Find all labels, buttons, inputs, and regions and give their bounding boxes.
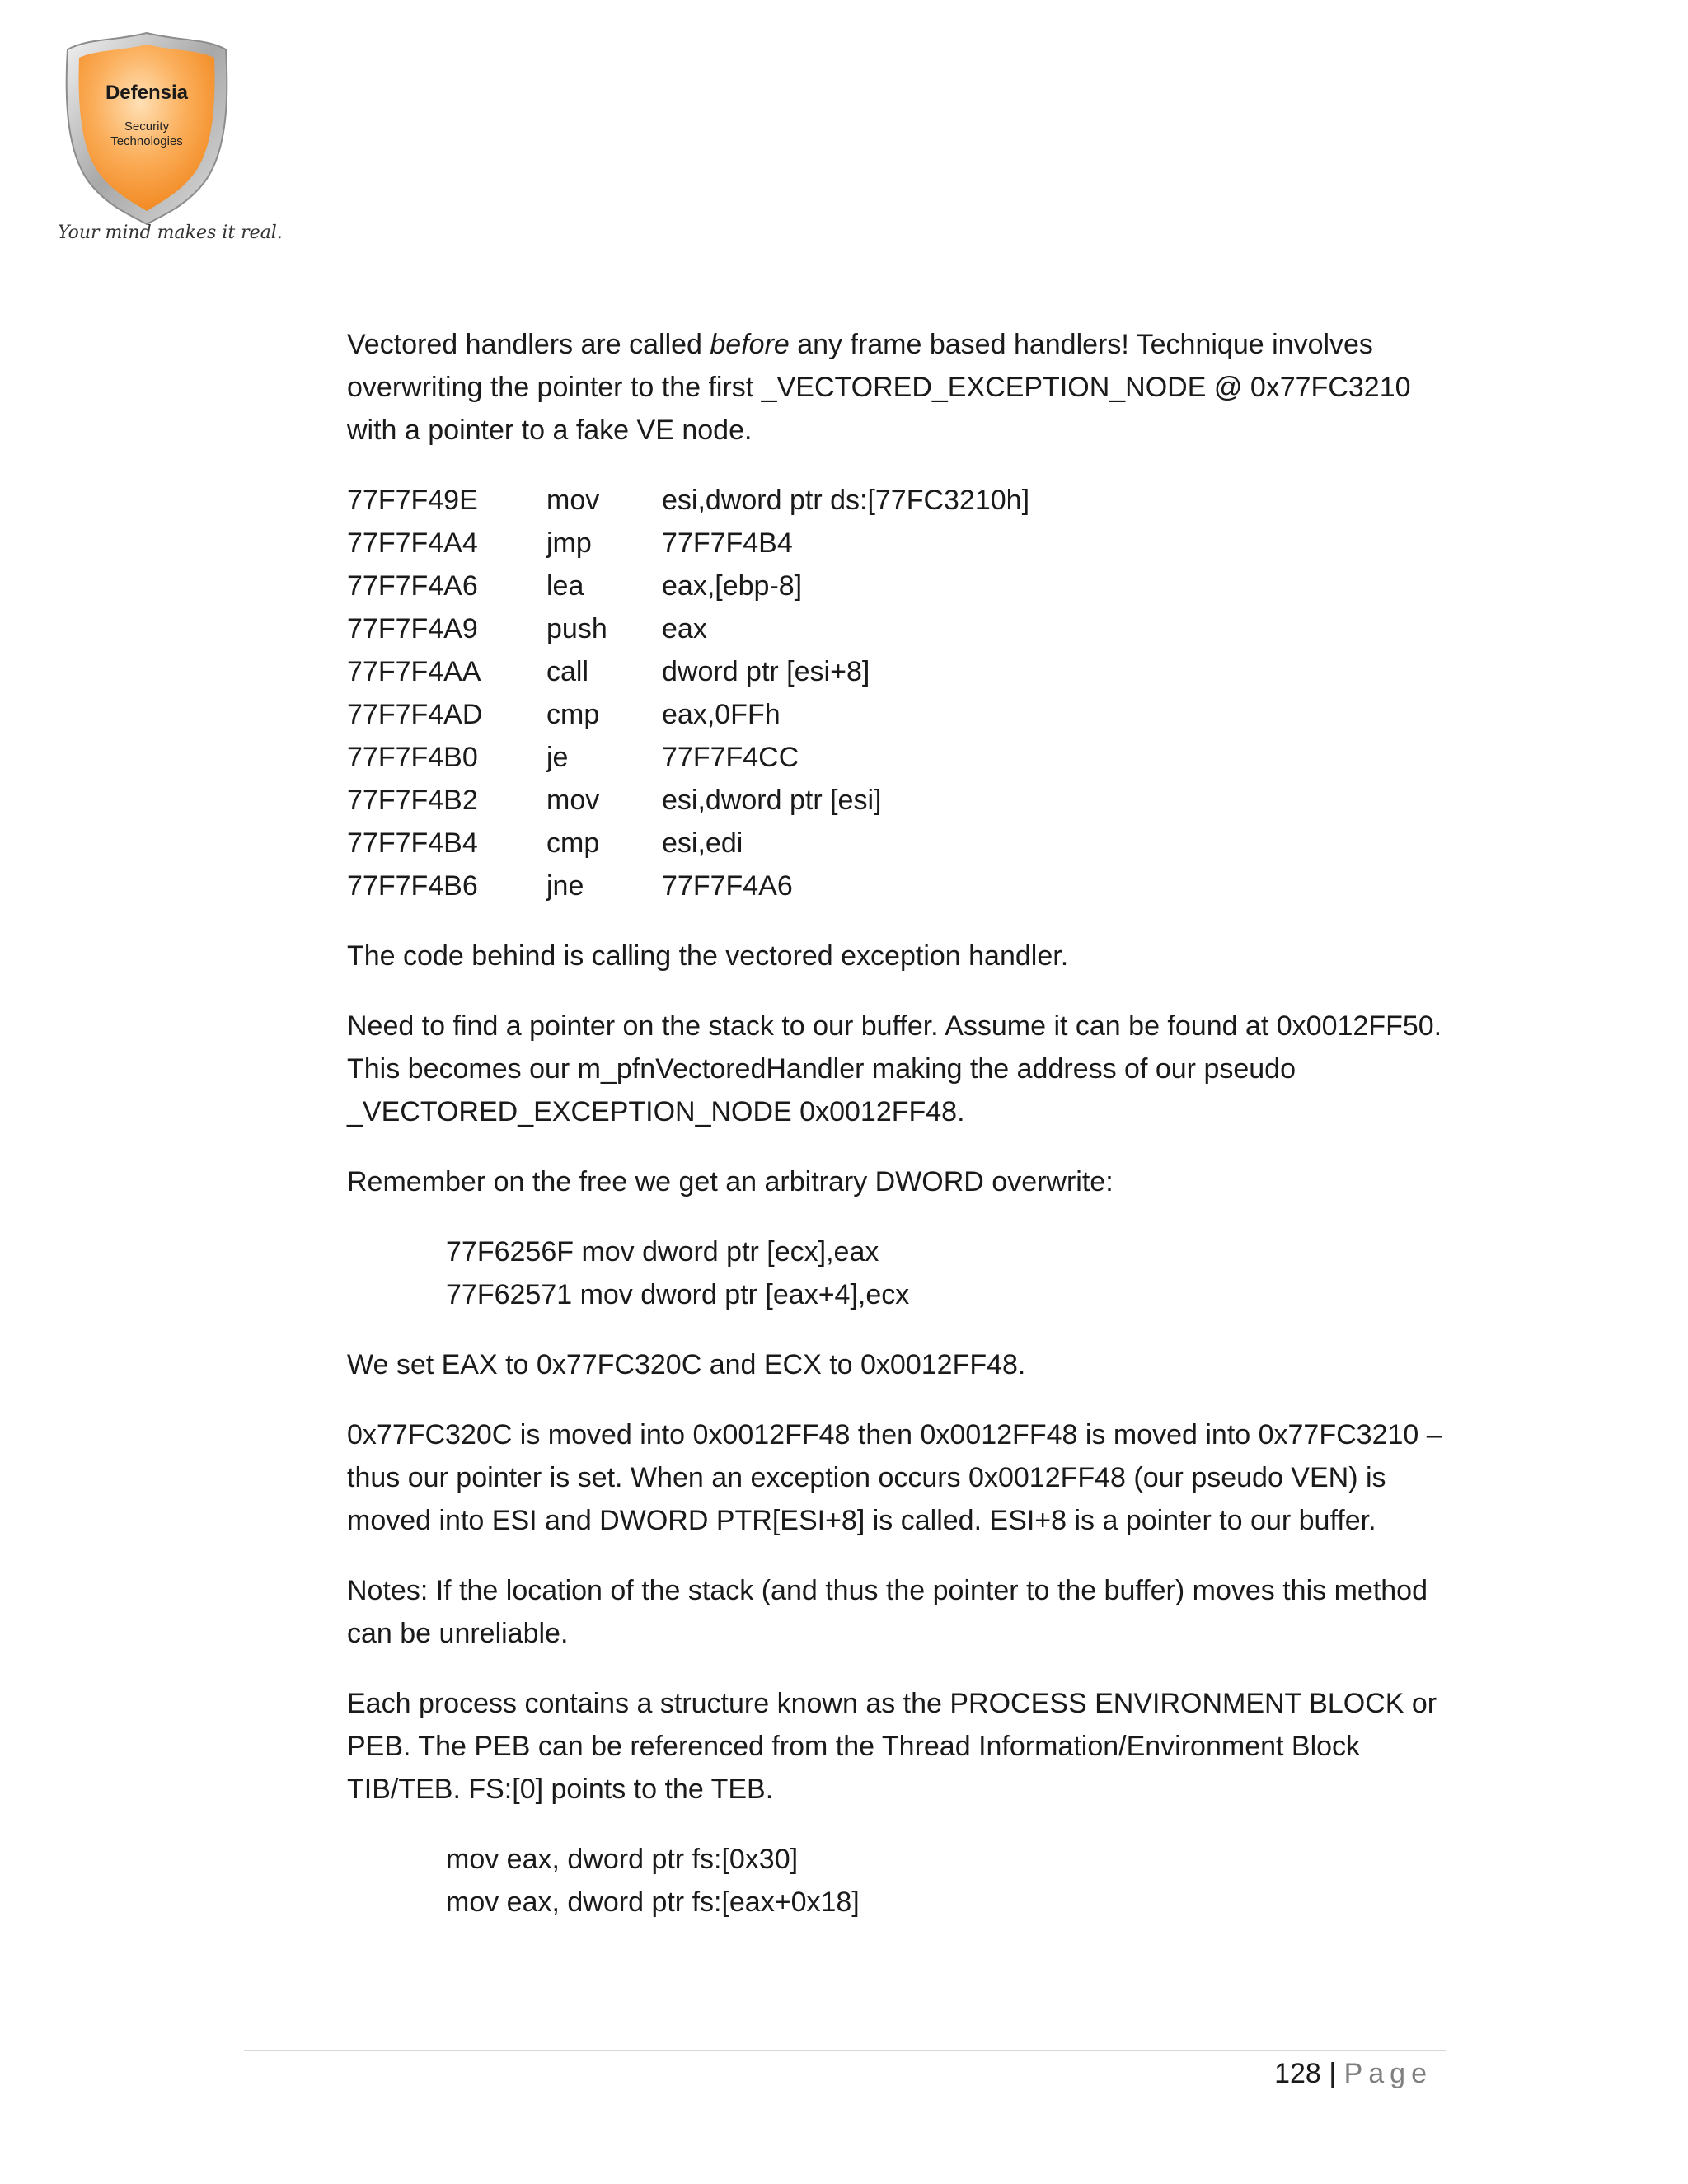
paragraph-pointer-set: 0x77FC320C is moved into 0x0012FF48 then 0x0012FF48 is moved into 0x77FC3210 – thus our pointer is set. When an exception occurs 0x0012FF48 (our pseudo VEN) is moved into ESI and DWORD PTR[ESI+8] is called. ESI+8 is a pointer to our buffer. <box>347 1419 1442 1536</box>
page-content <box>347 323 1443 1951</box>
asm-operand: dword ptr [esi+8] <box>662 656 870 687</box>
paragraph-remember-free: Remember on the free we get an arbitrary DWORD overwrite: <box>347 1166 1114 1197</box>
asm-row <box>347 779 1443 822</box>
logo-tagline: Your mind makes it real. <box>58 223 283 243</box>
paragraph-find-pointer: Need to find a pointer on the stack to our buffer. Assume it can be found at 0x0012FF50. This becomes our m_pfnVectoredHandler making the address of our pseudo _VECTORED_EXCEPTION_NODE 0x0012FF48. <box>347 1010 1442 1127</box>
logo-name: Defensia <box>105 82 189 104</box>
asm-address: 77F7F4B4 <box>347 827 478 859</box>
asm-operand: 77F7F4CC <box>662 742 799 773</box>
asm-row <box>347 607 1443 650</box>
asm-row <box>347 736 1443 779</box>
asm-operand: esi,dword ptr ds:[77FC3210h] <box>662 485 1030 516</box>
asm-opcode: jne <box>546 870 584 902</box>
paragraph-code-behind: The code behind is calling the vectored exception handler. <box>347 940 1069 972</box>
asm-operand: eax,0FFh <box>662 699 781 730</box>
logo-line1: Security <box>124 120 170 134</box>
asm-row <box>347 479 1443 522</box>
asm-operand: 77F7F4B4 <box>662 527 793 559</box>
asm-address: 77F7F4A4 <box>347 527 478 559</box>
asm-row <box>347 693 1443 736</box>
paragraph-peb: Each process contains a structure known as the PROCESS ENVIRONMENT BLOCK or PEB. The PEB can be referenced from the Thread Information/Environment Block TIB/TEB. FS:[0] points to the TEB. <box>347 1688 1437 1805</box>
paragraph-vectored-handlers: Vectored handlers are called before any frame based handlers! Technique involves overwriting the pointer to the first _VECTORED_EXCEPTION_NODE @ 0x77FC3210 with a pointer to a fake VE node. <box>347 329 1411 446</box>
code-block-dword-overwrite <box>446 1230 1443 1316</box>
asm-operand: esi,dword ptr [esi] <box>662 785 882 816</box>
paragraph-notes: Notes: If the location of the stack (and thus the pointer to the buffer) moves this method can be unreliable. <box>347 1575 1428 1649</box>
paragraph-set-eax-ecx: We set EAX to 0x77FC320C and ECX to 0x0012FF48. <box>347 1349 1026 1380</box>
code-line: mov eax, dword ptr fs:[0x30] <box>446 1844 799 1875</box>
asm-opcode: jmp <box>546 527 592 559</box>
asm-opcode: mov <box>546 785 600 816</box>
page-label: Page <box>1343 2058 1432 2089</box>
asm-opcode: mov <box>546 485 600 516</box>
page-number: 128 <box>1274 2058 1321 2089</box>
emphasis-before: before <box>710 329 790 360</box>
asm-address: 77F7F4B2 <box>347 785 478 816</box>
asm-opcode: cmp <box>546 827 600 859</box>
asm-operand: esi,edi <box>662 827 743 859</box>
page-footer <box>1274 2052 1432 2095</box>
asm-opcode: call <box>546 656 589 687</box>
footer-divider <box>244 2050 1446 2051</box>
asm-row <box>347 522 1443 565</box>
asm-address: 77F7F4B6 <box>347 870 478 902</box>
asm-operand: 77F7F4A6 <box>662 870 793 902</box>
asm-opcode: cmp <box>546 699 600 730</box>
asm-operand: eax <box>662 613 707 644</box>
code-line: mov eax, dword ptr fs:[eax+0x18] <box>446 1886 860 1918</box>
asm-address: 77F7F4AD <box>347 699 483 730</box>
code-line: 77F6256F mov dword ptr [ecx],eax <box>446 1236 879 1268</box>
asm-row <box>347 865 1443 907</box>
logo-line2: Technologies <box>110 134 183 148</box>
asm-address: 77F7F4B0 <box>347 742 478 773</box>
asm-row <box>347 822 1443 865</box>
code-block-peb <box>446 1838 1443 1924</box>
asm-operand: eax,[ebp-8] <box>662 570 803 602</box>
shield-icon <box>56 30 237 227</box>
asm-row <box>347 565 1443 607</box>
code-line: 77F62571 mov dword ptr [eax+4],ecx <box>446 1279 910 1310</box>
asm-address: 77F7F4A6 <box>347 570 478 602</box>
asm-address: 77F7F4A9 <box>347 613 478 644</box>
asm-opcode: lea <box>546 570 584 602</box>
asm-row <box>347 650 1443 693</box>
assembly-listing <box>347 479 1443 907</box>
asm-address: 77F7F4AA <box>347 656 481 687</box>
footer-separator: | <box>1329 2058 1337 2089</box>
asm-opcode: push <box>546 613 607 644</box>
asm-address: 77F7F49E <box>347 485 478 516</box>
asm-opcode: je <box>546 742 569 773</box>
